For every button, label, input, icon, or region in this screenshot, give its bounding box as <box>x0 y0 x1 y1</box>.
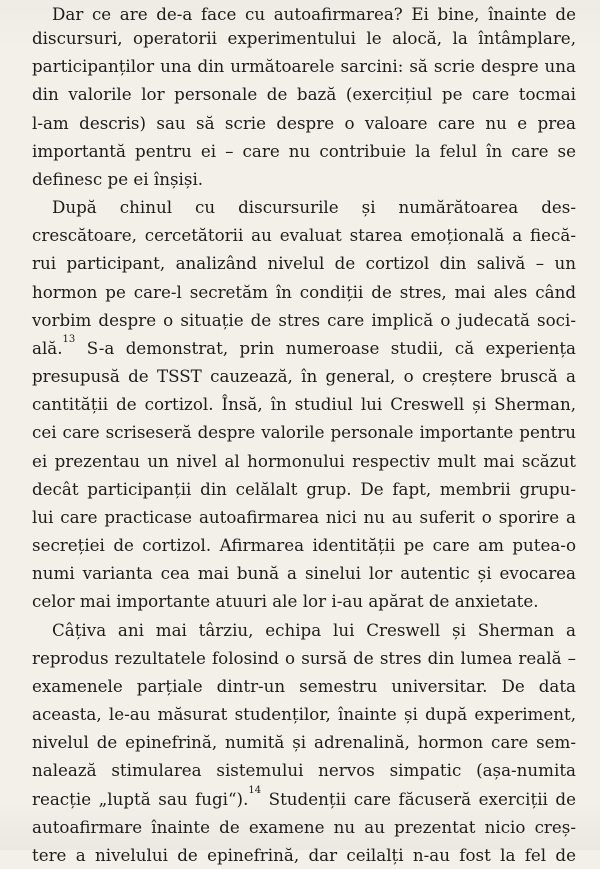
text-line: discursuri, operatorii experimentului le alocă, la întâmplare, <box>32 28 576 48</box>
text-line: reprodus rezultatele folosind o sursă de stres din lumea reală – <box>32 647 576 668</box>
text-line: definesc pe ei înșiși. <box>32 168 204 189</box>
body-text <box>32 0 576 869</box>
text-fragment: Studenții care făcuseră exerciții de <box>261 788 576 809</box>
text-line: vorbim despre o situație de stres care implică o judecată soci- <box>32 309 576 330</box>
text-line: lui care practicase autoafirmarea nici nu au suferit o sporire a <box>32 506 576 527</box>
text-fragment: reacție „luptă sau fugi“). <box>32 788 249 809</box>
text-line: După chinul cu discursurile și numărătoarea des- <box>52 197 576 218</box>
text-line: Dar ce are de-a face cu autoafirmarea? Ei bine, înainte de <box>52 4 576 24</box>
text-line: importantă pentru ei – care nu contribuie la felul în care se <box>32 140 576 161</box>
text-fragment: S-a demonstrat, prin numeroase studii, că experiența <box>75 337 576 358</box>
text-line: l-am descris) sau să scrie despre o valoare care nu e prea <box>32 112 576 133</box>
text-line: cantității de cortizol. Însă, în studiul lui Creswell și Sherman, <box>32 394 576 415</box>
text-line <box>32 334 576 362</box>
text-line: decât participanții din celălalt grup. De fapt, membrii grupu- <box>32 478 576 499</box>
text-line: autoafirmare înainte de examene nu au prezentat nicio creș- <box>32 816 576 837</box>
text-line <box>32 785 576 813</box>
text-line: nivelul de epinefrină, numită și adrenalină, hormon care sem- <box>32 732 576 753</box>
text-line: cei care scriseseră despre valorile personale importante pentru <box>32 422 576 443</box>
text-line: examenele parțiale dintr-un semestru universitar. De data <box>32 675 576 696</box>
text-line: celor mai importante atuuri ale lor i-au apărat de anxietate. <box>32 591 539 612</box>
text-line: crescătoare, cercetătorii au evaluat starea emoțională a fiecă- <box>32 225 576 246</box>
paragraph-3 <box>32 616 576 869</box>
text-line: aceasta, le-au măsurat studenților, înainte și după experiment, <box>32 704 576 725</box>
text-line: participanților una din următoarele sarcini: să scrie despre una <box>32 56 576 77</box>
footnote-ref-13[interactable]: 13 <box>62 334 76 346</box>
text-line: rui participant, analizând nivelul de cortizol din salivă – un <box>32 253 576 274</box>
text-line: nalează stimularea sistemului nervos simpatic (așa-numita <box>32 760 576 781</box>
text-fragment: ală. <box>32 337 63 358</box>
text-line: secreției de cortizol. Afirmarea identității pe care am putea-o <box>32 535 576 556</box>
text-line: ei prezentau un nivel al hormonului respectiv mult mai scăzut <box>32 450 576 471</box>
text-line: presupusă de TSST cauzează, în general, o creștere bruscă a <box>32 366 576 387</box>
text-line: hormon pe care-l secretăm în condiții de stres, mai ales când <box>32 281 576 302</box>
paragraph-2 <box>32 193 576 616</box>
text-line: din valorile lor personale de bază (exercițiul pe care tocmai <box>32 84 576 105</box>
text-line: tere a nivelului de epinefrină, dar ceilalți n-au fost la fel de <box>32 844 576 865</box>
paragraph-1 <box>32 0 576 193</box>
footnote-ref-14[interactable]: 14 <box>248 785 262 797</box>
text-line: numi varianta cea mai bună a sinelui lor autentic și evocarea <box>32 563 576 584</box>
text-line: Câțiva ani mai târziu, echipa lui Creswell și Sherman a <box>52 619 576 640</box>
